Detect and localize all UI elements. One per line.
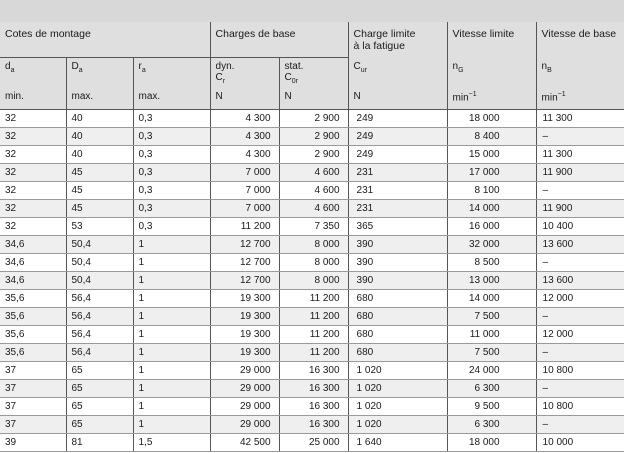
cell-Cur: 365: [348, 218, 447, 236]
cell-Da: 56,4: [66, 290, 133, 308]
cell-Cur: 249: [348, 128, 447, 146]
cell-Da: 40: [66, 146, 133, 164]
fatigue-line-2: à la fatigue: [353, 40, 405, 52]
cell-da: 39: [0, 434, 66, 452]
cell-da: 35,6: [0, 344, 66, 362]
cell-Da: 45: [66, 164, 133, 182]
table-row: [0, 344, 624, 362]
cell-ra: 1: [133, 236, 210, 254]
symbol-da: $d_a$: [0, 58, 66, 92]
table-row: [0, 398, 624, 416]
cell-C0r: 11 200: [279, 326, 348, 344]
cell-Cur: 1 020: [348, 380, 447, 398]
cell-nG: 11 000: [447, 326, 536, 344]
cell-C0r: 11 200: [279, 308, 348, 326]
cell-C0r: 4 600: [279, 200, 348, 218]
cell-ra: 0,3: [133, 182, 210, 200]
cell-C0r: 4 600: [279, 164, 348, 182]
cell-Cur: 231: [348, 200, 447, 218]
cell-C0r: 8 000: [279, 272, 348, 290]
cell-da: 34,6: [0, 236, 66, 254]
cell-ra: 0,3: [133, 110, 210, 128]
cell-nB: 12 000: [536, 290, 624, 308]
cell-C0r: 11 200: [279, 344, 348, 362]
cell-C0r: 25 000: [279, 434, 348, 452]
header-fatigue-limit: [348, 22, 447, 58]
symbol-C0r: stat. $C_{0r}$: [279, 58, 348, 92]
table-row: [0, 218, 624, 236]
cell-C0r: 8 000: [279, 254, 348, 272]
cell-C0r: 16 300: [279, 362, 348, 380]
cell-nG: 18 000: [447, 434, 536, 452]
cell-Cur: 249: [348, 110, 447, 128]
cell-Cr: 19 300: [210, 290, 279, 308]
cell-Cur: 390: [348, 254, 447, 272]
table-row: [0, 110, 624, 128]
cell-Da: 65: [66, 398, 133, 416]
cell-ra: 1: [133, 362, 210, 380]
table-row: [0, 326, 624, 344]
unit-nB: $\min^{-1}$: [536, 91, 624, 110]
cell-da: 32: [0, 128, 66, 146]
cell-Cur: 1 020: [348, 416, 447, 434]
cell-Da: 40: [66, 128, 133, 146]
cell-nB: 11 300: [536, 110, 624, 128]
cell-Cr: 7 000: [210, 200, 279, 218]
cell-da: 32: [0, 146, 66, 164]
cell-Cr: 29 000: [210, 362, 279, 380]
cell-nB: 10 400: [536, 218, 624, 236]
table-row: [0, 128, 624, 146]
cell-Da: 50,4: [66, 236, 133, 254]
cell-Cr: 19 300: [210, 344, 279, 362]
table-row: [0, 362, 624, 380]
table-row: [0, 164, 624, 182]
cell-Cur: 1 020: [348, 398, 447, 416]
unit-ra: max.: [133, 91, 210, 110]
table-row: [0, 272, 624, 290]
cell-nG: 14 000: [447, 200, 536, 218]
cell-nG: 7 500: [447, 308, 536, 326]
cell-nG: 18 000: [447, 110, 536, 128]
unit-C0r: N: [279, 91, 348, 110]
cell-Cur: 680: [348, 326, 447, 344]
cell-da: 35,6: [0, 308, 66, 326]
cell-nG: 14 000: [447, 290, 536, 308]
table-row: [0, 200, 624, 218]
cell-ra: 1: [133, 398, 210, 416]
cell-nB: –: [536, 254, 624, 272]
cell-C0r: 16 300: [279, 416, 348, 434]
cell-nB: –: [536, 416, 624, 434]
fatigue-line-1: Charge limite: [353, 28, 416, 40]
table-row: [0, 290, 624, 308]
cell-ra: 1: [133, 326, 210, 344]
cell-nG: 7 500: [447, 344, 536, 362]
cell-ra: 1: [133, 272, 210, 290]
cell-Cr: 4 300: [210, 128, 279, 146]
cell-nG: 17 000: [447, 164, 536, 182]
cell-Cr: 12 700: [210, 236, 279, 254]
cell-Cur: 680: [348, 344, 447, 362]
cell-da: 34,6: [0, 272, 66, 290]
cell-da: 34,6: [0, 254, 66, 272]
cell-Da: 56,4: [66, 344, 133, 362]
table-row: [0, 380, 624, 398]
symbol-ra: $r_a$: [133, 58, 210, 92]
cell-nG: 8 500: [447, 254, 536, 272]
cell-nB: 11 300: [536, 146, 624, 164]
cell-Cur: 680: [348, 290, 447, 308]
cell-Cr: 29 000: [210, 398, 279, 416]
cell-nG: 6 300: [447, 380, 536, 398]
cell-Da: 50,4: [66, 254, 133, 272]
cell-Cr: 4 300: [210, 110, 279, 128]
cell-nB: 10 800: [536, 398, 624, 416]
cell-C0r: 2 900: [279, 128, 348, 146]
cell-Cr: 19 300: [210, 308, 279, 326]
symbol-nB: $n_B$: [536, 58, 624, 92]
table-row: [0, 434, 624, 452]
cell-nB: 11 900: [536, 164, 624, 182]
cell-ra: 1: [133, 416, 210, 434]
cell-nB: 10 800: [536, 362, 624, 380]
cell-Cr: 12 700: [210, 272, 279, 290]
cell-C0r: 16 300: [279, 398, 348, 416]
cell-nB: 13 600: [536, 272, 624, 290]
cell-ra: 1,5: [133, 434, 210, 452]
cell-nB: –: [536, 182, 624, 200]
cell-nG: 9 500: [447, 398, 536, 416]
cell-da: 37: [0, 362, 66, 380]
cell-nB: 12 000: [536, 326, 624, 344]
cell-nB: –: [536, 344, 624, 362]
cell-da: 32: [0, 110, 66, 128]
cell-nB: –: [536, 380, 624, 398]
unit-da: min.: [0, 91, 66, 110]
header-unit-row: [0, 91, 624, 110]
symbol-Cur: $C_{ur}$: [348, 58, 447, 92]
cell-nG: 13 000: [447, 272, 536, 290]
cell-Cur: 249: [348, 146, 447, 164]
unit-Da: max.: [66, 91, 133, 110]
top-band: [0, 0, 624, 22]
cell-C0r: 2 900: [279, 146, 348, 164]
cell-Cur: 390: [348, 272, 447, 290]
cell-Cur: 231: [348, 164, 447, 182]
cell-da: 32: [0, 200, 66, 218]
cell-nG: 8 100: [447, 182, 536, 200]
cell-da: 37: [0, 380, 66, 398]
bearing-data-table: [0, 22, 624, 452]
cell-Cr: 7 000: [210, 164, 279, 182]
table-body: [0, 110, 624, 452]
cell-C0r: 8 000: [279, 236, 348, 254]
table-row: [0, 254, 624, 272]
cell-da: 32: [0, 218, 66, 236]
cell-Da: 45: [66, 182, 133, 200]
cell-da: 35,6: [0, 326, 66, 344]
table-row: [0, 308, 624, 326]
cell-Da: 45: [66, 200, 133, 218]
cell-C0r: 7 350: [279, 218, 348, 236]
cell-Da: 65: [66, 416, 133, 434]
cell-nG: 32 000: [447, 236, 536, 254]
cell-da: 32: [0, 164, 66, 182]
cell-Cur: 1 020: [348, 362, 447, 380]
cell-C0r: 4 600: [279, 182, 348, 200]
cell-ra: 0,3: [133, 128, 210, 146]
cell-nG: 16 000: [447, 218, 536, 236]
cell-nG: 24 000: [447, 362, 536, 380]
cell-ra: 1: [133, 344, 210, 362]
header-symbol-row: [0, 58, 624, 92]
cell-Da: 65: [66, 380, 133, 398]
unit-Cr: N: [210, 91, 279, 110]
table-row: [0, 416, 624, 434]
table-row: [0, 182, 624, 200]
cell-ra: 0,3: [133, 146, 210, 164]
cell-Da: 65: [66, 362, 133, 380]
cell-Da: 50,4: [66, 272, 133, 290]
cell-Cr: 4 300: [210, 146, 279, 164]
cell-nB: 13 600: [536, 236, 624, 254]
cell-ra: 0,3: [133, 164, 210, 182]
cell-Da: 81: [66, 434, 133, 452]
cell-nB: 10 000: [536, 434, 624, 452]
header-group-row: [0, 22, 624, 58]
unit-nG: $\min^{-1}$: [447, 91, 536, 110]
cell-nG: 15 000: [447, 146, 536, 164]
cell-Cr: 7 000: [210, 182, 279, 200]
cell-Cr: 42 500: [210, 434, 279, 452]
cell-Da: 56,4: [66, 326, 133, 344]
table-row: [0, 236, 624, 254]
cell-da: 37: [0, 416, 66, 434]
cell-Da: 56,4: [66, 308, 133, 326]
cell-da: 35,6: [0, 290, 66, 308]
cell-ra: 1: [133, 308, 210, 326]
cell-da: 32: [0, 182, 66, 200]
cell-C0r: 2 900: [279, 110, 348, 128]
cell-nB: 11 900: [536, 200, 624, 218]
unit-Cur: N: [348, 91, 447, 110]
cell-Cr: 11 200: [210, 218, 279, 236]
cell-Cur: 1 640: [348, 434, 447, 452]
cell-Cur: 231: [348, 182, 447, 200]
symbol-Da: $D_a$: [66, 58, 133, 92]
cell-da: 37: [0, 398, 66, 416]
cell-Cr: 19 300: [210, 326, 279, 344]
table-row: [0, 146, 624, 164]
cell-Cur: 680: [348, 308, 447, 326]
cell-nG: 8 400: [447, 128, 536, 146]
cell-Cr: 29 000: [210, 380, 279, 398]
cell-Da: 40: [66, 110, 133, 128]
header-mounting-dimensions: Cotes de montage: [0, 22, 210, 58]
symbol-nG: $n_G$: [447, 58, 536, 92]
cell-Cur: 390: [348, 236, 447, 254]
cell-nB: –: [536, 308, 624, 326]
cell-ra: 0,3: [133, 218, 210, 236]
cell-C0r: 11 200: [279, 290, 348, 308]
header-speed-base: Vitesse de base: [536, 22, 624, 58]
cell-Cr: 12 700: [210, 254, 279, 272]
cell-ra: 1: [133, 254, 210, 272]
cell-Cr: 29 000: [210, 416, 279, 434]
symbol-Cr: dyn. $C_r$: [210, 58, 279, 92]
cell-Da: 53: [66, 218, 133, 236]
header-basic-load-ratings: Charges de base: [210, 22, 348, 58]
cell-ra: 1: [133, 290, 210, 308]
cell-ra: 1: [133, 380, 210, 398]
header-speed-limit: Vitesse limite: [447, 22, 536, 58]
cell-nB: –: [536, 128, 624, 146]
cell-C0r: 16 300: [279, 380, 348, 398]
cell-nG: 6 300: [447, 416, 536, 434]
cell-ra: 0,3: [133, 200, 210, 218]
